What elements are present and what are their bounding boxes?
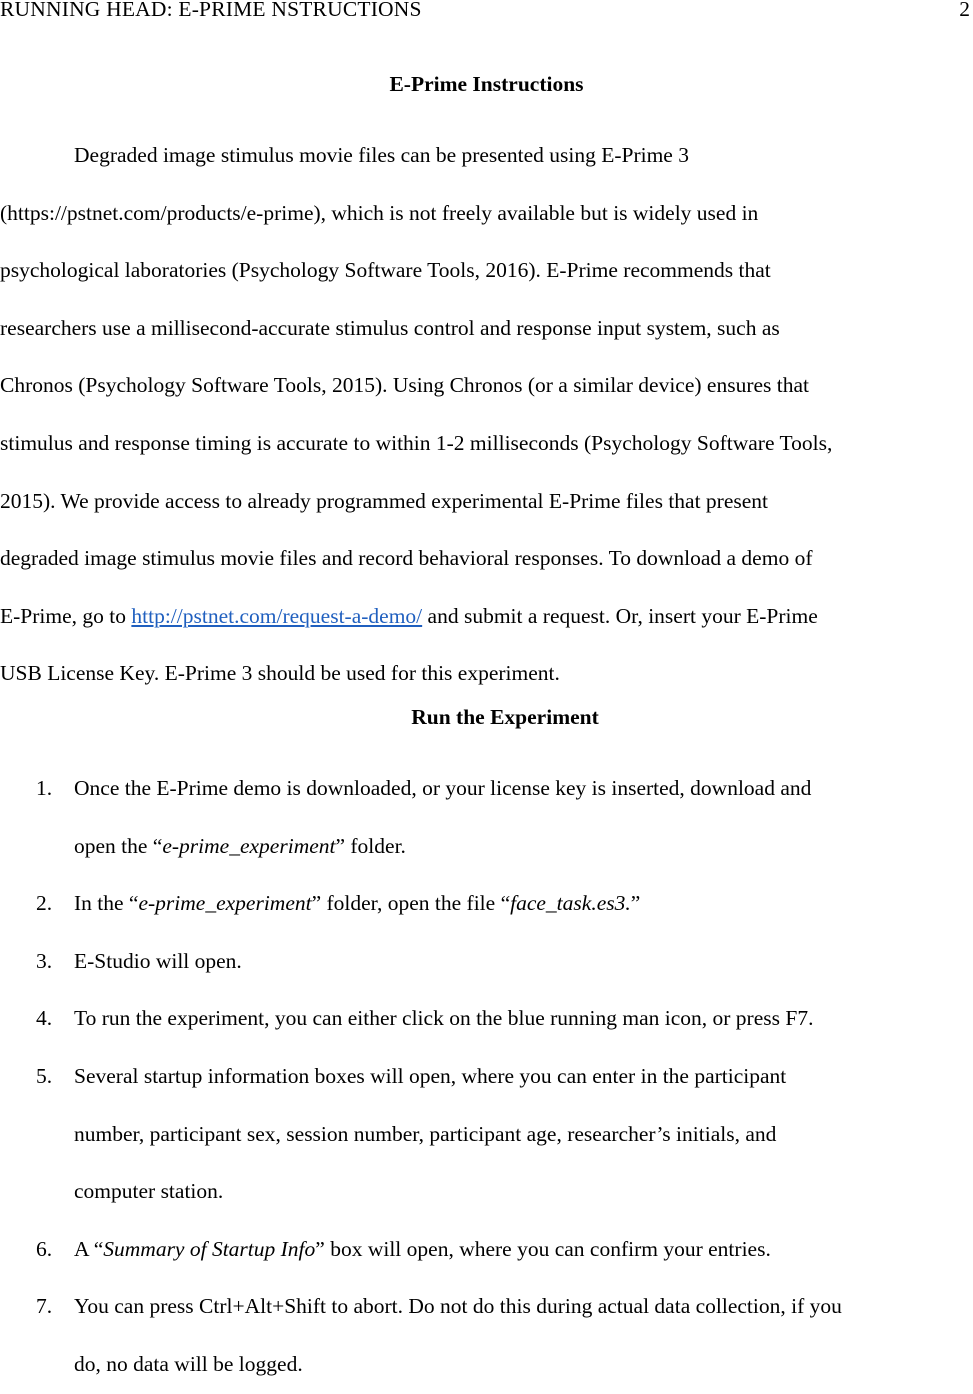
step-number: 4. — [36, 1006, 53, 1031]
step-text — [0, 1221, 973, 1279]
step-text: Once the E-Prime demo is downloaded, or your license key is inserted, download and — [74, 776, 812, 800]
intro-line: USB License Key. E-Prime 3 should be used for this experiment. — [0, 661, 560, 686]
step-number: 7. — [36, 1294, 53, 1319]
step-text: number, participant sex, session number, participant age, researcher’s initials, and — [74, 1121, 777, 1146]
intro-line: Chronos (Psychology Software Tools, 2015). Using Chronos (or a similar device) ensures that — [0, 373, 810, 398]
step-text-part: ” folder, open the file “ — [311, 891, 511, 916]
step-text: computer station. — [74, 1179, 224, 1204]
step-text-part: In the “ — [74, 891, 139, 916]
intro-line: degraded image stimulus movie files and record behavioral responses. To download a demo of — [0, 546, 813, 571]
list-item — [0, 1278, 973, 1393]
intro-paragraph — [0, 127, 973, 703]
running-head: RUNNING HEAD: E-PRIME NSTRUCTIONS — [0, 0, 422, 21]
folder-name: e-prime_experiment — [138, 891, 312, 916]
intro-line: Degraded image stimulus movie files can be presented using E-Prime 3 — [74, 143, 689, 167]
list-item — [0, 875, 973, 933]
intro-line: psychological laboratories (Psychology Software Tools, 2016). E-Prime recommends that — [0, 258, 771, 283]
step-number: 6. — [36, 1236, 53, 1261]
step-text: Several startup information boxes will open, where you can enter in the participant — [74, 1063, 787, 1088]
demo-request-link[interactable]: http://pstnet.com/request-a-demo/ — [131, 603, 423, 628]
step-number: 5. — [36, 1063, 53, 1088]
folder-name: e-prime_experiment — [162, 833, 336, 858]
step-text-part: A “ — [74, 1236, 104, 1261]
step-text: You can press Ctrl+Alt+Shift to abort. Do not do this during actual data collection, if you — [74, 1294, 842, 1319]
intro-text: and submit a request. Or, insert your E-Prime — [422, 603, 818, 628]
intro-line: 2015). We provide access to already programmed experimental E-Prime files that present — [0, 488, 769, 513]
step-number: 1. — [36, 776, 53, 800]
section-title: Run the Experiment — [411, 705, 599, 729]
intro-text: E-Prime, go to — [0, 603, 132, 628]
step-text-part: open the “ — [74, 833, 163, 858]
list-item — [0, 1048, 973, 1221]
intro-line: researchers use a millisecond-accurate stimulus control and response input system, such as — [0, 315, 780, 340]
step-number: 3. — [36, 948, 53, 973]
list-item — [0, 990, 973, 1048]
document-title: E-Prime Instructions — [389, 72, 584, 96]
list-item — [0, 933, 973, 991]
page-header — [0, 0, 973, 28]
step-text: E-Studio will open. — [74, 948, 242, 973]
intro-line: (https://pstnet.com/products/e-prime), which is not freely available but is widely used in — [0, 200, 759, 225]
intro-link-line — [0, 588, 973, 646]
step-number: 2. — [36, 891, 53, 916]
step-text: To run the experiment, you can either click on the blue running man icon, or press F7. — [74, 1006, 814, 1031]
step-text: do, no data will be logged. — [74, 1351, 303, 1376]
step-text — [0, 818, 973, 876]
step-text — [0, 875, 973, 933]
list-item — [0, 760, 973, 875]
step-text-part: ” box will open, where you can confirm your entries. — [315, 1236, 771, 1261]
list-item — [0, 1221, 973, 1279]
step-text-part: ” — [630, 891, 641, 916]
box-name: Summary of Startup Info — [103, 1236, 316, 1261]
file-name: face_task.es3. — [510, 891, 631, 916]
steps-list — [0, 760, 973, 1394]
step-text-part: ” folder. — [335, 833, 406, 858]
page-number: 2 — [959, 0, 970, 21]
intro-line: stimulus and response timing is accurate to within 1-2 milliseconds (Psychology Software Tools, — [0, 430, 833, 455]
